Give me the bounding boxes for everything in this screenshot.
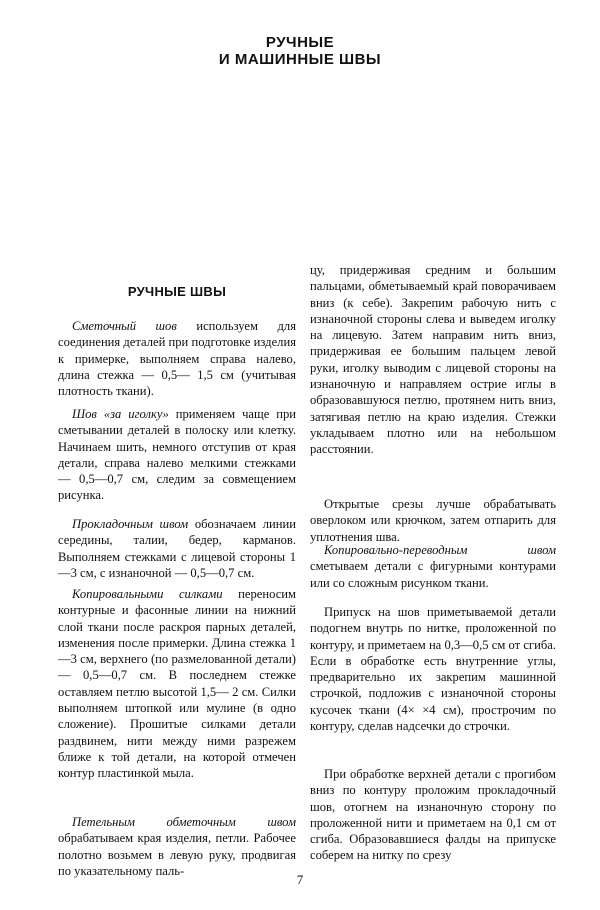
text-basting-stitch: используем для соединения деталей при подготовке изделия к примерке, выполняем справа налево, длина стежка — 0,5— 1,5 см (учитывая плотность ткани). bbox=[58, 319, 296, 399]
text-seam-allowance: Припуск на шов приметываемой детали подогнем внутрь по нитке, проложенной по контуру, и приметаем на 0,3—0,5 см от сгиба. Если в обработке есть внутренние углы, предварительно их закрепим машинной строчкой, подложив с изнаночной стороны кусочек ткани (4× ×4 см), прострочим по контуру, сделав надсечки до строчки. bbox=[310, 605, 556, 734]
paragraph-upper-detail bbox=[310, 766, 556, 864]
paragraph-open-edges bbox=[310, 496, 556, 545]
text-open-edges: Открытые срезы лучше обрабатывать оверлоком или крючком, затем отпарить для уплотнения шва. bbox=[310, 497, 556, 544]
term-marking-stitch: Прокладочным швом bbox=[72, 517, 189, 531]
text-backstitch: применяем чаще при сметывании деталей в полоску или клетку. Начинаем шить, немного отступив от края детали, справа налево мелкими стежками — 0,5—0,7 см, следим за совмещением рисунка. bbox=[58, 407, 297, 503]
paragraph-seam-allowance bbox=[310, 604, 556, 734]
term-basting-stitch: Сметочный шов bbox=[72, 319, 177, 333]
chapter-title-line-2: И МАШИННЫЕ ШВЫ bbox=[218, 51, 382, 68]
term-transfer-seam: Копировально-переводным швом bbox=[324, 543, 556, 557]
text-tailor-tacks: переносим контурные и фасонные линии на нижний слой ткани после раскроя парных деталей, изменения после примерки. Длина стежка 1—3 см, верхнего (по размелованной детали) — 0,5—0,7 см. В последнем стежке оставляем петлю высотой 1,5— 2 см. Силки выполняем штопкой или мулине (в одно сложение). Прошитые силками детали раздвинем, нити между ними разрежем ближе к той детали, на которой отмечен контур пластинкой мыла. bbox=[58, 587, 296, 781]
paragraph-blanket-stitch bbox=[58, 814, 296, 879]
section-heading: РУЧНЫЕ ШВЫ bbox=[127, 284, 227, 299]
text-transfer-seam: сметываем детали с фигурными контурами или со сложным рисунком ткани. bbox=[310, 559, 556, 590]
paragraph-tailor-tacks bbox=[58, 586, 296, 782]
paragraph-marking-stitch bbox=[58, 516, 296, 581]
term-tailor-tacks: Копировальными силками bbox=[72, 587, 223, 601]
text-marking-stitch: обозначаем линии середины, талии, бедер, карманов. Выполняем стежками с лицевой стороны 1—3 см, с изнаночной — 0,5—0,7 см. bbox=[58, 517, 297, 580]
term-backstitch: Шов «за иголку» bbox=[72, 407, 169, 421]
chapter-title-line-1: РУЧНЫЕ bbox=[265, 34, 335, 51]
paragraph-backstitch bbox=[58, 406, 296, 504]
paragraph-basting-stitch bbox=[58, 318, 296, 399]
paragraph-blanket-stitch-continued bbox=[310, 262, 556, 458]
chapter-title bbox=[0, 34, 600, 68]
text-blanket-stitch-continued: цу, придерживая средним и большим пальцами, обметываемый край поворачиваем вниз (к себе). Закрепим рабочую нить с изнаночной стороны слева и выведем иголку на лицевую. Затем направим нить вниз, придерживая ее большим пальцем левой руки, иголку выводим с лицевой стороны на изнаночную и направляем острие иглы в образовавшуюся петлю, протянем нить вниз, затягивая петлю на краю изделия. Стежки укладываем плотно или на небольшом расстоянии. bbox=[310, 263, 556, 457]
page-number: 7 bbox=[296, 872, 304, 887]
text-blanket-stitch: обрабатываем края изделия, петли. Рабочее полотно возьмем в левую руку, продвигая по указательному паль- bbox=[58, 831, 296, 878]
paragraph-transfer-seam bbox=[310, 542, 556, 591]
term-blanket-stitch: Петельным обметочным швом bbox=[72, 815, 296, 829]
text-upper-detail: При обработке верхней детали с прогибом вниз по контуру проложим прокладочный шов, отогнем на изнаночную сторону по проложенной нити и приметаем на 0,1 см от сгиба. Образовавшиеся фалды на припуске соберем на нитку по срезу bbox=[310, 767, 556, 863]
